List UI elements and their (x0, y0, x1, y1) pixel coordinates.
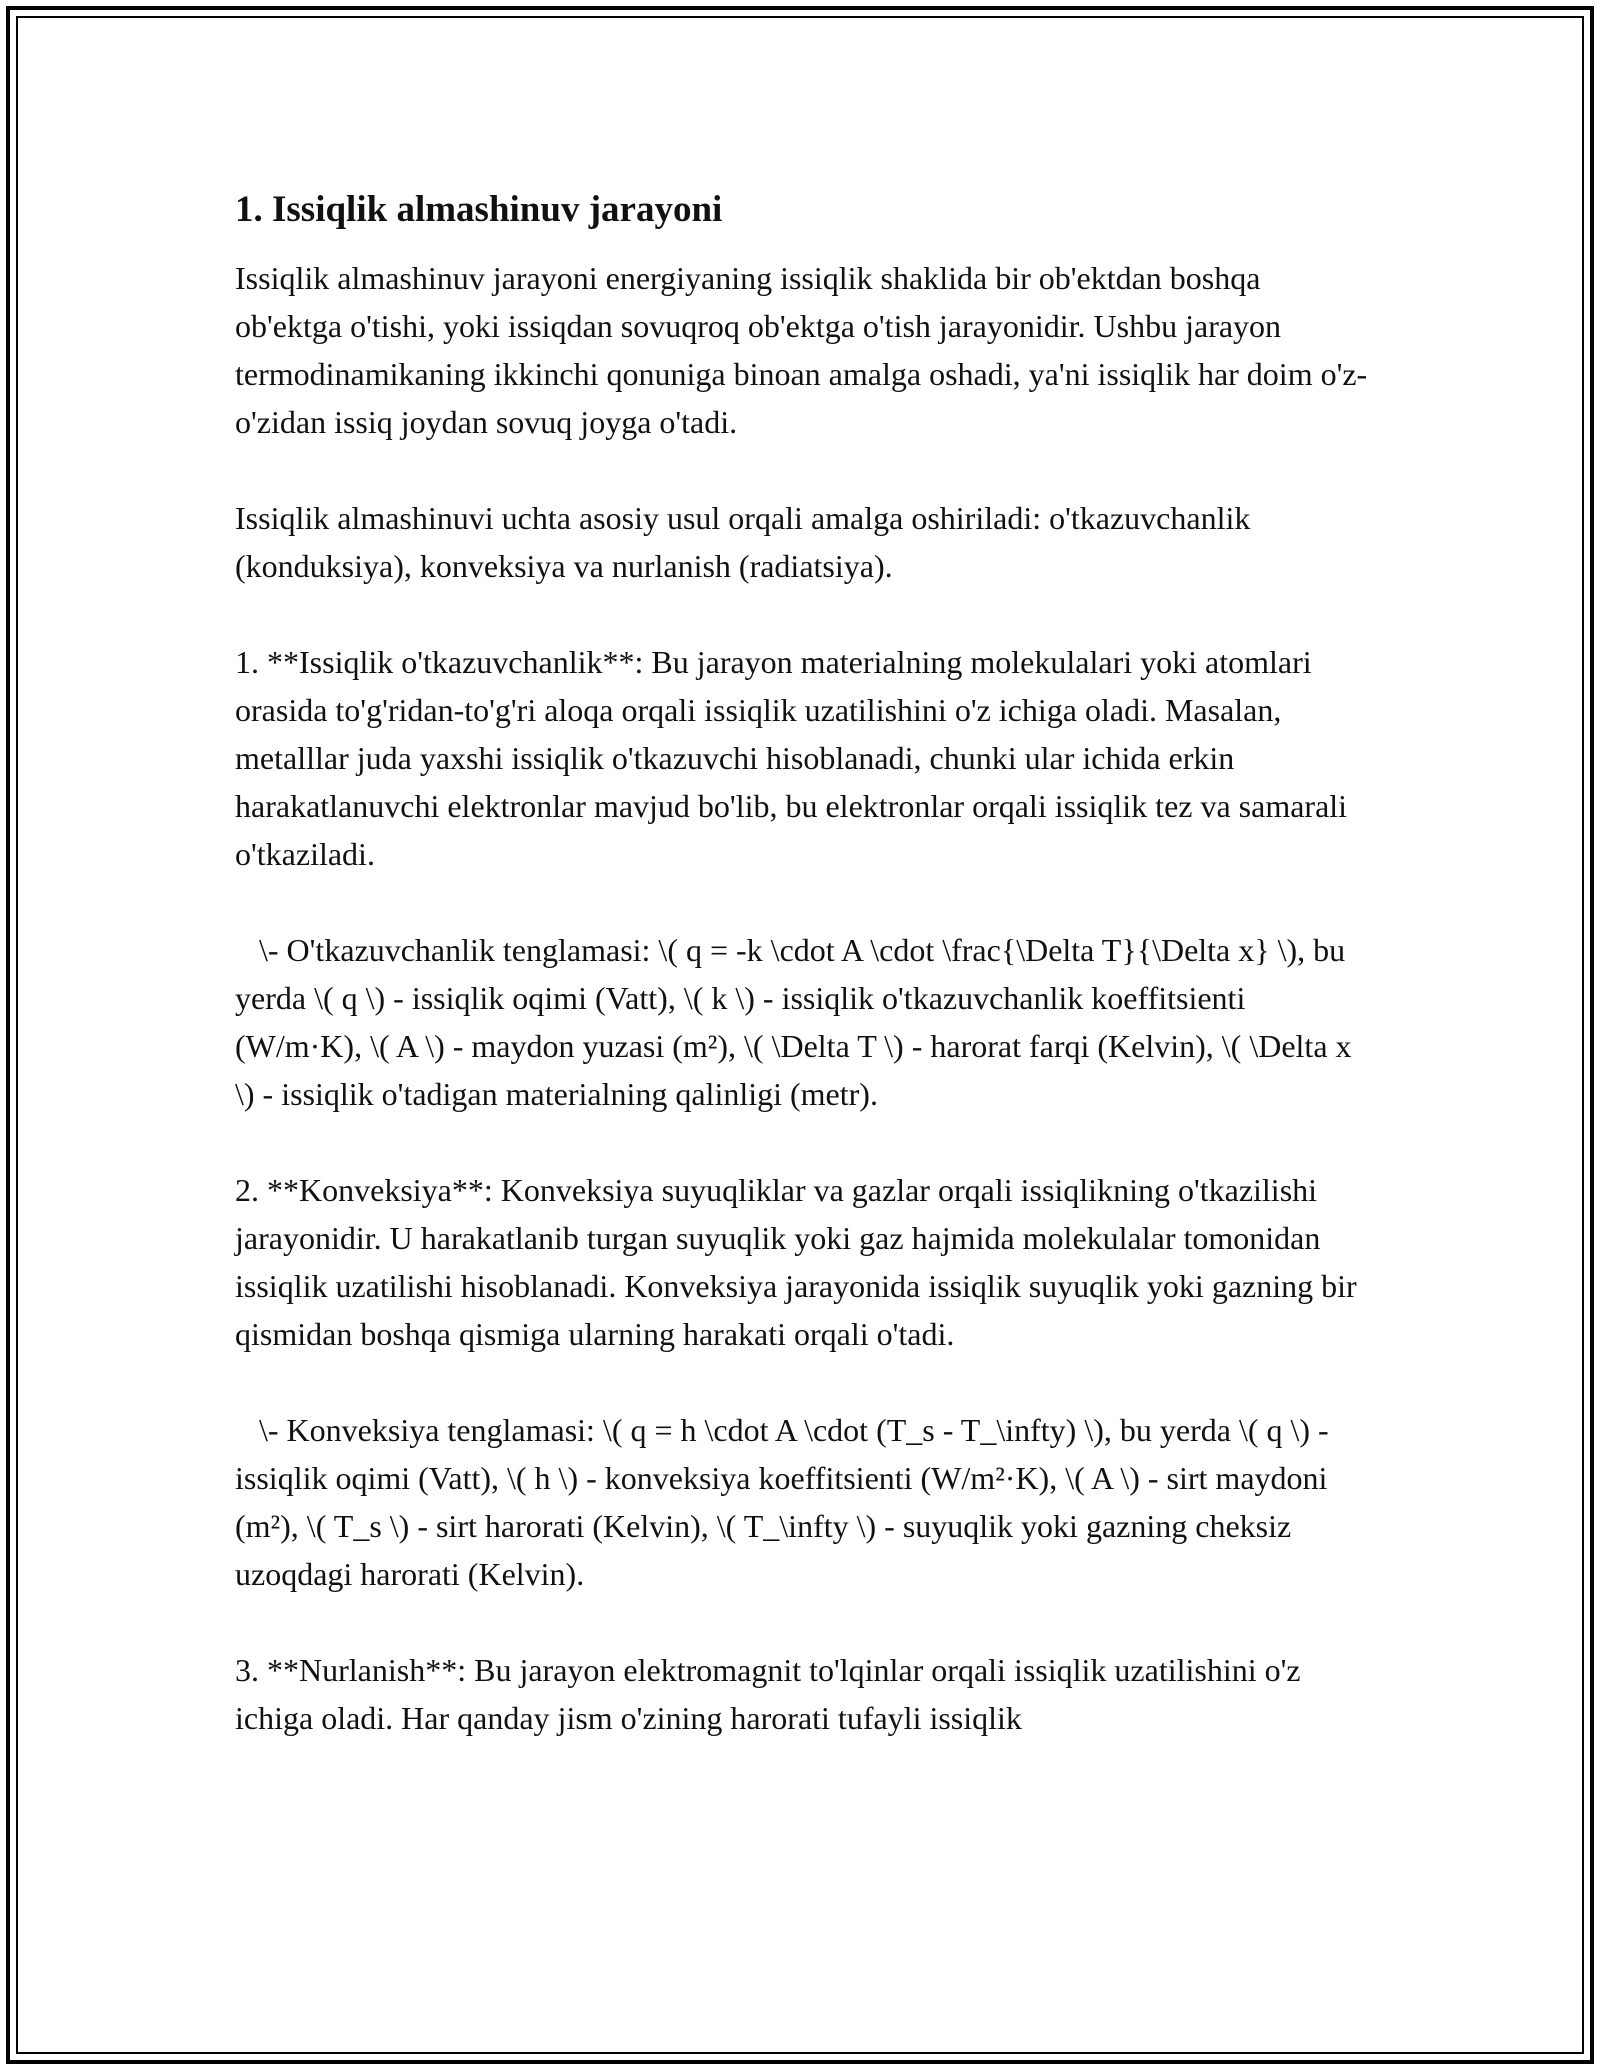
section-heading: 1. Issiqlik almashinuv jarayoni (235, 189, 723, 230)
paragraph-conduction: 1. **Issiqlik o'tkazuvchanlik**: Bu jarayon materialning molekulalari yoki atomlari orasida to'g'ridan-to'g'ri aloqa orqali issiqlik uzatilishini o'z ichiga oladi. Masalan, metalllar juda yaxshi issiqlik o'tkazuvchi hisoblanadi, chunki ular ichida erkin harakatlanuvchi elektronlar mavjud bo'lib, bu elektronlar orqali issiqlik tez va samarali o'tkaziladi. (235, 644, 1348, 872)
paragraph-conduction-equation: \- O'tkazuvchanlik tenglamasi: \( q = -k \cdot A \cdot \frac{\Delta T}{\Delta x} \), bu yerda \( q \) - issiqlik oqimi (Vatt), \( k \) - issiqlik o'tkazuvchanlik koeffitsienti (W/m·K), \( A \) - maydon yuzasi (m²), \( \Delta T \) - harorat farqi (Kelvin), \( \Delta x \) - issiqlik o'tadigan materialning qalinligi (metr). (235, 932, 1360, 1112)
paragraph-methods: Issiqlik almashinuvi uchta asosiy usul orqali amalga oshiriladi: o'tkazuvchanlik (konduksiya), konveksiya va nurlanish (radiatsiya). (235, 500, 1251, 584)
paragraph-radiation: 3. **Nurlanish**: Bu jarayon elektromagnit to'lqinlar orqali issiqlik uzatilishini o'z ichiga oladi. Har qanday jism o'zining harorati tufayli issiqlik (235, 1652, 1301, 1736)
document-body (235, 186, 1375, 1790)
paragraph-convection-equation: \- Konveksiya tenglamasi: \( q = h \cdot A \cdot (T_s - T_\infty) \), bu yerda \( q \) - issiqlik oqimi (Vatt), \( h \) - konveksiya koeffitsienti (W/m²·K), \( A \) - sirt maydoni (m²), \( T_s \) - sirt harorati (Kelvin), \( T_\infty \) - suyuqlik yoki gazning cheksiz uzoqdagi harorati (Kelvin). (235, 1412, 1337, 1592)
paragraph-convection: 2. **Konveksiya**: Konveksiya suyuqliklar va gazlar orqali issiqlikning o'tkazilishi jarayonidir. U harakatlanib turgan suyuqlik yoki gaz hajmida molekulalar tomonidan issiqlik uzatilishi hisoblanadi. Konveksiya jarayonida issiqlik suyuqlik yoki gazning bir qismidan boshqa qismiga ularning harakati orqali o'tadi. (235, 1172, 1357, 1352)
paragraph-intro: Issiqlik almashinuv jarayoni energiyaning issiqlik shaklida bir ob'ektdan boshqa ob'ektga o'tishi, yoki issiqdan sovuqroq ob'ektga o'tish jarayonidir. Ushbu jarayon termodinamikaning ikkinchi qonuniga binoan amalga oshadi, ya'ni issiqlik har doim o'z-o'zidan issiq joydan sovuq joyga o'tadi. (235, 260, 1368, 440)
